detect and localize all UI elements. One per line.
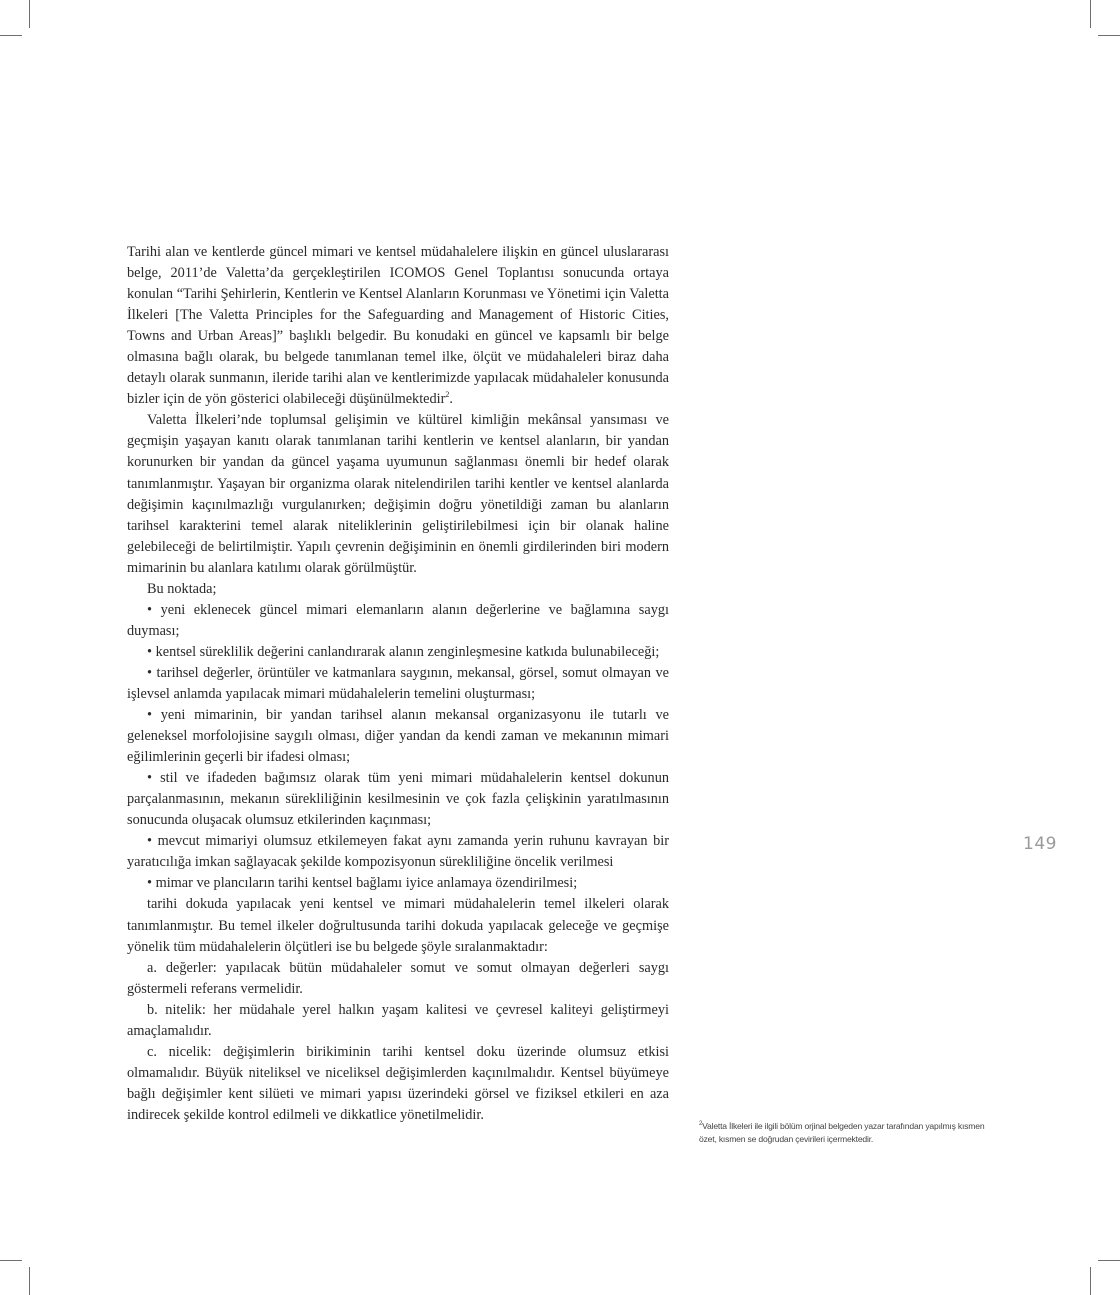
criteria-item: c. nicelik: değişimlerin birikiminin tarihi kentsel doku üzerinde olumsuz etkisi olmamalıdır. Büyük niteliksel ve niceliksel değişimlerden kaçınılmalıdır. Kentsel büyümeye bağlı değişimler kent silüeti ve mimari yapısı üzerindeki görsel ve fiziksel etkileri en aza indirecek şekilde kontrol edilmeli ve dikkatlice yönetilmelidir. [127,1043,669,1123]
list-item: • kentsel süreklilik değerini canlandırarak alanın zenginleşmesine katkıda bulunabileceği; [147,643,660,660]
paragraph: Tarihi alan ve kentlerde güncel mimari ve kentsel müdahalelere ilişkin en güncel uluslararası belge, 2011’de Valetta’da gerçekleştirilen ICOMOS Genel Toplantısı sonucunda ortaya konulan “Tarihi Şehirlerin, Kentlerin ve Kentsel Alanların Korunması ve Yönetimi için Valetta İlkeleri [The Valetta Principles for the Safeguarding and Management of Historic Cities, Towns and Urban Areas]” başlıklı belgedir. Bu konudaki en güncel ve kapsamlı bir belge olmasına bağlı olarak, bu belgede tanımlanan temel ilke, ölçüt ve müdahaleleri biraz daha detaylı olarak sunmanın, ileride tarihi alan ve kentlerimizde yapılacak müdahaleler konusunda bizler için de yön gösterici olabileceği düşünülmektedir$^2$. [127,244,669,408]
criteria-item: b. nitelik: her müdahale yerel halkın yaşam kalitesi ve çevresel kaliteyi geliştirmeyi amaçlamalıdır. [127,1001,669,1039]
list-item: • mimar ve plancıların tarihi kentsel bağlamı iyice anlamaya özendirilmesi; [147,875,578,892]
list-item: • yeni mimarinin, bir yandan tarihsel alanın mekansal organizasyonu ile tutarlı ve geleneksel morfolojisine saygılı olması, diğer yandan da kendi zaman ve mekanının mimari eğilimlerinin geçerli bir ifadesi olması; [127,707,669,766]
crop-mark-top-left-h [0,35,22,36]
crop-mark-top-right [1090,0,1091,28]
list-item: • yeni eklenecek güncel mimari elemanların alanın değerlerine ve bağlamına saygı duyması; [127,601,669,639]
footnote [699,1120,999,1146]
paragraph: tarihi dokuda yapılacak yeni kentsel ve mimari müdahalelerin temel ilkeleri olarak tanımlanmıştır. Bu temel ilkeler doğrultusunda tarihi dokuda yapılacak geleceğe ve geçmişe yönelik tüm müdahalelerin ölçütleri ise bu belgede şöyle sıralanmaktadır: [127,896,669,955]
paragraph: Bu noktada; [147,580,217,597]
crop-mark-bottom-right-h [1098,1260,1120,1261]
page-number: 149 [1023,834,1057,854]
crop-mark-bottom-left [29,1267,30,1295]
crop-mark-bottom-left-h [0,1260,22,1261]
footnote-text: Valetta İlkeleri ile ilgili bölüm orjinal belgeden yazar tarafından yapılmış kısmen özet, kısmen se doğrudan çevirileri içermektedir. [699,1121,985,1144]
list-item: • tarihsel değerler, örüntüler ve katmanlara saygının, mekansal, görsel, somut olmayan ve işlevsel anlamda yapılacak mimari müdahalelerin temelini oluşturması; [127,664,669,702]
body-text [127,242,669,1126]
list-item: • mevcut mimariyi olumsuz etkilemeyen fakat aynı zamanda yerin ruhunu kavrayan bir yaratıcılığa imkan sağlayacak şekilde kompozisyonun sürekliliğine öncelik verilmesi [127,833,669,871]
footnote-reference: 2 [445,390,450,400]
criteria-item: a. değerler: yapılacak bütün müdahaleler somut ve somut olmayan değerleri saygı göstermeli referans vermelidir. [127,959,669,997]
crop-mark-top-right-h [1098,35,1120,36]
paragraph: Valetta İlkeleri’nde toplumsal gelişimin ve kültürel kimliğin mekânsal yansıması ve geçmişin yaşayan kanıtı olarak tanımlanan tarihi kentlerin ve kentsel alanların, bir yandan korunurken bir yandan da güncel yaşama uyumunun sağlanması önemli bir hedef olarak tanımlanmıştır. Yaşayan bir organizma olarak nitelendirilen tarihi kentler ve kentsel alanlarda değişimin kaçınılmazlığı vurgulanırken; değişimin doğru yönetildiği zaman bu alanların tarihsel karakterini temel alarak niteliklerinin geliştirilebilmesi için bir olanak haline gelebileceği de belirtilmiştir. Yapılı çevrenin değişiminin en önemli girdilerinden biri modern mimarinin bu alanlara katılımı olarak görülmüştür. [127,412,669,576]
footnote-number: 2 [699,1121,703,1128]
list-item: • stil ve ifadeden bağımsız olarak tüm yeni mimari müdahalelerin kentsel dokunun parçalanmasının, mekanın sürekliliğinin kesilmesinin ve çok fazla çelişkinin yaratılmasının sonucunda oluşacak olumsuz etkilerinden kaçınması; [127,770,669,829]
crop-mark-bottom-right [1090,1267,1091,1295]
crop-mark-top-left [29,0,30,28]
